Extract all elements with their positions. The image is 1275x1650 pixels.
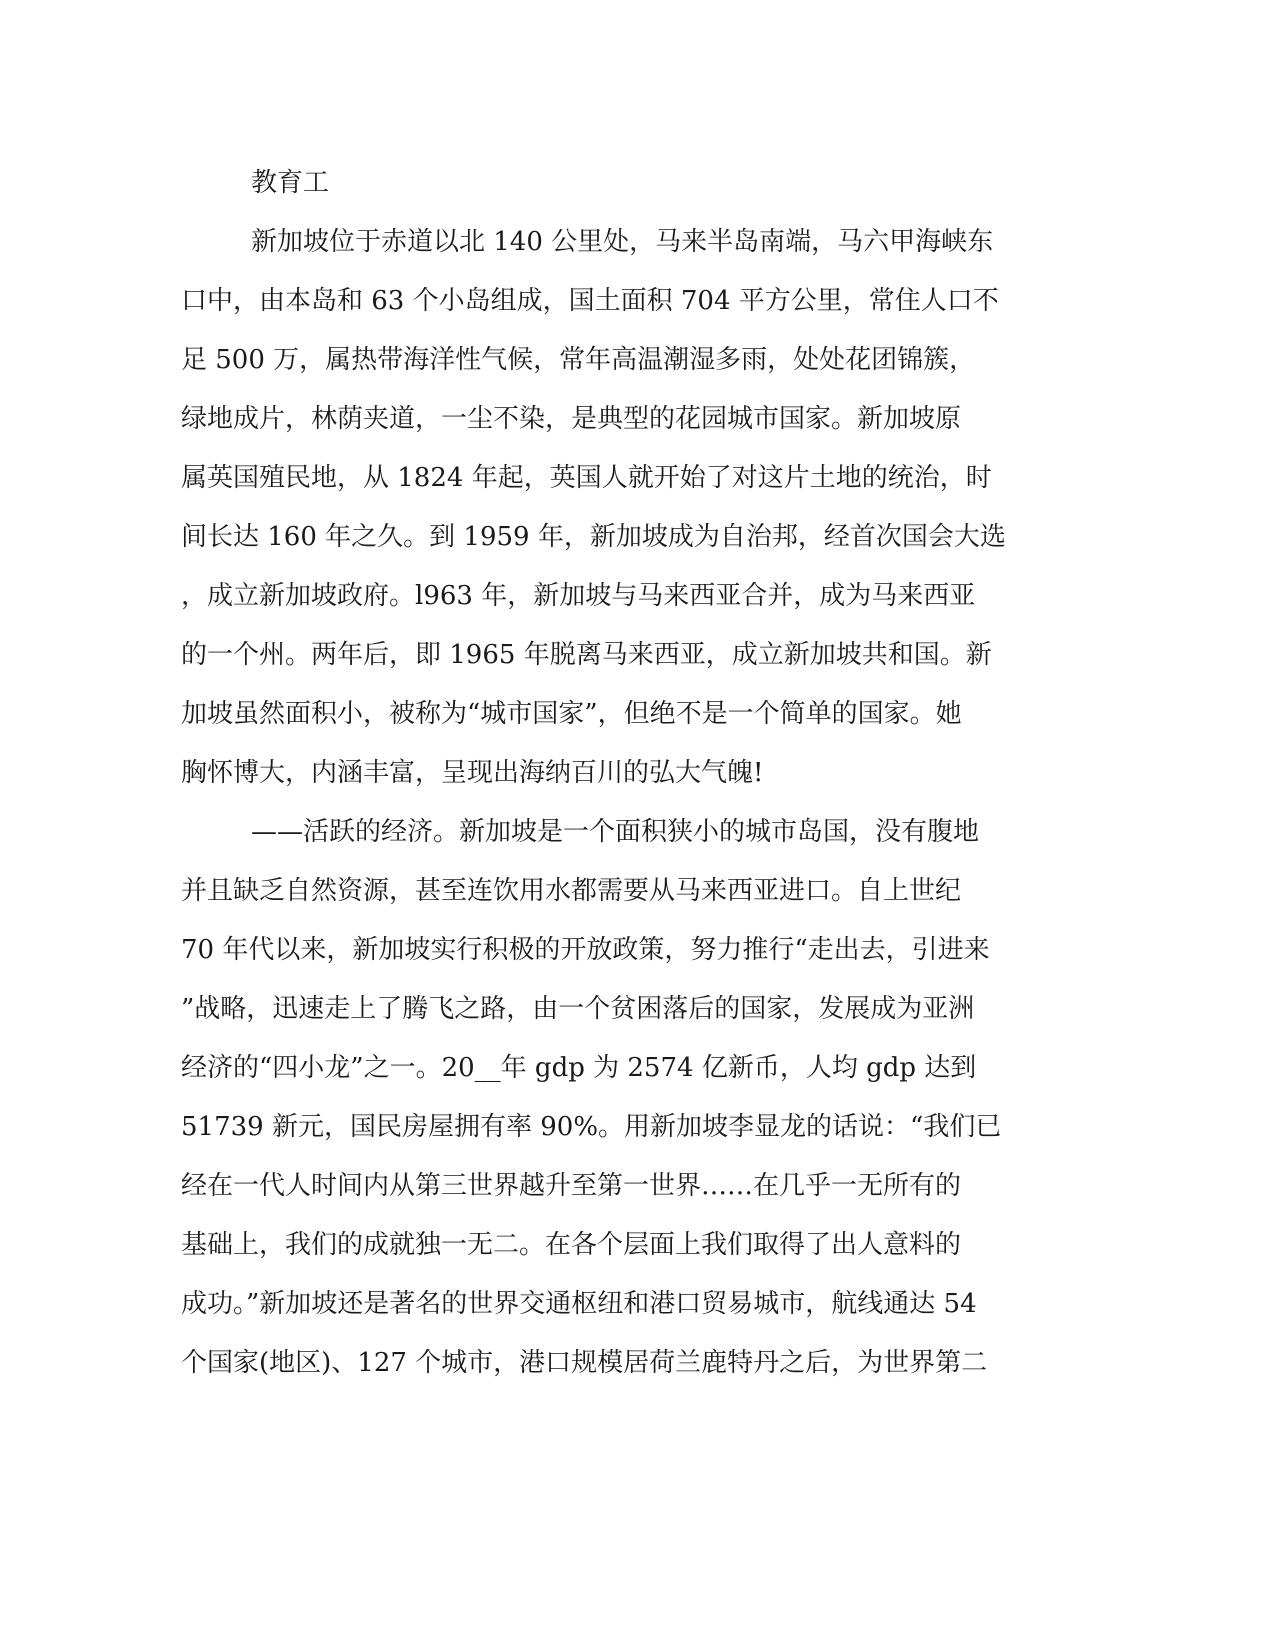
text-line: 并且缺乏自然资源，甚至连饮用水都需要从马来西亚进口。自上世纪 (181, 876, 962, 906)
text-line: 胸怀博大，内涵丰富，呈现出海纳百川的弘大气魄! (181, 758, 764, 788)
text-line: ——活跃的经济。新加坡是一个面积狭小的城市岛国，没有腹地 (251, 817, 980, 847)
text-line: 口中，由本岛和 63 个小岛组成，国土面积 704 平方公里，常住人口不 (181, 286, 999, 316)
text-line: 足 500 万，属热带海洋性气候，常年高温潮湿多雨，处处花团锦簇， (181, 345, 976, 375)
text-line: 新加坡位于赤道以北 140 公里处，马来半岛南端，马六甲海峡东 (251, 227, 994, 257)
text-line: 51739 新元，国民房屋拥有率 90%。用新加坡李显龙的话说：“我们已 (181, 1112, 1002, 1142)
text-line: ，成立新加坡政府。l963 年，新加坡与马来西亚合并，成为马来西亚 (181, 581, 976, 611)
text-line: 的一个州。两年后，即 1965 年脱离马来西亚，成立新加坡共和国。新 (181, 640, 992, 670)
text-line: 成功。”新加坡还是著名的世界交通枢纽和港口贸易城市，航线通达 54 (181, 1289, 977, 1319)
text-line: 间长达 160 年之久。到 1959 年，新加坡成为自治邦，经首次国会大选 (181, 522, 1006, 552)
text-line: 个国家(地区)、127 个城市，港口规模居荷兰鹿特丹之后，为世界第二 (181, 1348, 988, 1378)
text-line: 绿地成片，林荫夹道，一尘不染，是典型的花园城市国家。新加坡原 (181, 404, 962, 434)
text-line: 加坡虽然面积小，被称为“城市国家”，但绝不是一个简单的国家。她 (181, 699, 962, 729)
text-line: 经在一代人时间内从第三世界越升至第一世界……在几乎一无所有的 (181, 1171, 962, 1201)
text-line: 经济的“四小龙”之一。20__年 gdp 为 2574 亿新币，人均 gdp 达到 (181, 1053, 977, 1083)
text-line: 属英国殖民地，从 1824 年起，英国人就开始了对这片土地的统治，时 (181, 463, 992, 493)
text-line: 基础上，我们的成就独一无二。在各个层面上我们取得了出人意料的 (181, 1230, 962, 1260)
text-line: ”战略，迅速走上了腾飞之路，由一个贫困落后的国家，发展成为亚洲 (181, 994, 975, 1024)
document-title: 教育工 (251, 168, 330, 198)
text-line: 70 年代以来，新加坡实行积极的开放政策，努力推行“走出去，引进来 (181, 935, 990, 965)
